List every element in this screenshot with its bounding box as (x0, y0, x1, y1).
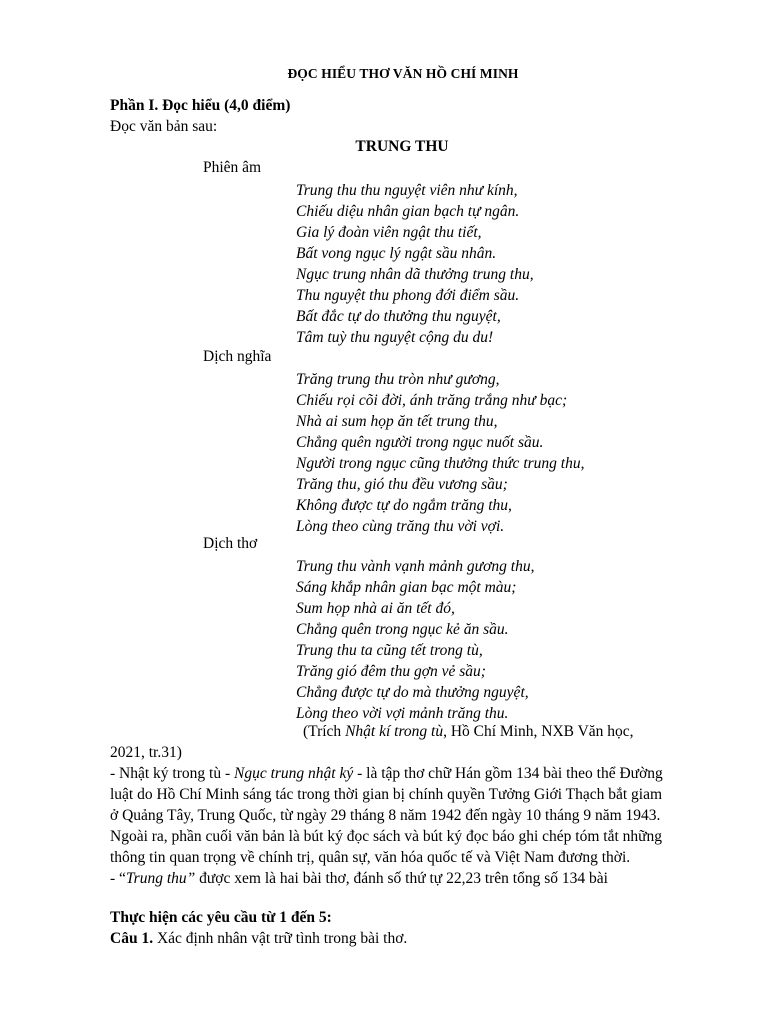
citation-suffix: , Hồ Chí Minh, NXB Văn học, (443, 723, 634, 740)
poem-line: Gia lý đoàn viên ngật thu tiết, (296, 224, 482, 241)
poem-line: Chẳng quên người trong ngục nuốt sầu. (296, 434, 544, 451)
poem-line: Bất đắc tự do thưởng thu nguyệt, (296, 308, 501, 325)
phien-am-lines (296, 180, 534, 348)
citation (110, 721, 670, 763)
dich-nghia-lines (296, 369, 584, 537)
question-label: Câu 1. (110, 930, 154, 947)
poem-line: Trăng thu, gió thu đều vương sầu; (296, 476, 508, 493)
poem-line: Trung thu thu nguyệt viên như kính, (296, 182, 518, 199)
notes (110, 763, 670, 889)
dich-nghia-label: Dịch nghĩa (203, 348, 272, 365)
note-text: - “ (110, 870, 126, 887)
poem-line: Trăng gió đêm thu gợn vẻ sầu; (296, 663, 486, 680)
poem-line: Lòng theo cùng trăng thu vời vợi. (296, 518, 505, 535)
poem-line: Chiếu diệu nhân gian bạch tự ngân. (296, 203, 520, 220)
note-collection (110, 763, 670, 868)
dich-tho-label: Dịch thơ (203, 535, 258, 552)
citation-book: Nhật kí trong tù (345, 723, 444, 740)
question-text: Xác định nhân vật trữ tình trong bài thơ. (153, 930, 408, 947)
poem-line: Không được tự do ngắm trăng thu, (296, 497, 512, 514)
poem-line: Thu nguyệt thu phong đới điểm sầu. (296, 287, 520, 304)
poem-line: Bất vong ngục lý ngật sầu nhân. (296, 245, 497, 262)
poem-line: Ngục trung nhân dã thưởng trung thu, (296, 266, 534, 283)
document-title: ĐỌC HIỂU THƠ VĂN HỒ CHÍ MINH (287, 66, 519, 81)
intro-text: Đọc văn bản sau: (110, 118, 218, 135)
question-1 (110, 930, 407, 948)
poem-line: Trăng trung thu tròn như gương, (296, 371, 500, 388)
note-emphasis: Trung thu” (125, 870, 196, 887)
poem-line: Sum họp nhà ai ăn tết đó, (296, 600, 455, 617)
poem-line: Nhà ai sum họp ăn tết trung thu, (296, 413, 498, 430)
citation-prefix: (Trích (303, 723, 346, 740)
tasks-heading: Thực hiện các yêu cầu từ 1 đến 5: (110, 909, 332, 926)
poem-line: Chẳng được tự do mà thưởng nguyệt, (296, 684, 529, 701)
poem-line: Người trong ngục cũng thưởng thức trung thu, (296, 455, 585, 472)
dich-tho-lines (296, 556, 534, 724)
note-poem (110, 868, 670, 889)
phien-am-label: Phiên âm (203, 159, 262, 176)
poem-line: Chẳng quên trong ngục kẻ ăn sầu. (296, 621, 509, 638)
poem-line: Tâm tuỳ thu nguyệt cộng du du! (296, 329, 494, 346)
poem-line: Chiếu rọi cõi đời, ánh trăng trắng như bạc; (296, 392, 568, 409)
poem-title: TRUNG THU (355, 138, 449, 155)
section-heading: Phần I. Đọc hiểu (4,0 điểm) (110, 97, 291, 114)
note-text: được xem là hai bài thơ, đánh số thứ tự 22,23 trên tổng số 134 bài (195, 870, 608, 887)
note-text: - Nhật ký trong tù - (110, 765, 234, 782)
citation-continuation: 2021, tr.31) (110, 744, 182, 761)
poem-line: Trung thu ta cũng tết trong tù, (296, 642, 483, 659)
poem-line: Sáng khắp nhân gian bạc một màu; (296, 579, 517, 596)
poem-line: Lòng theo vời vợi mảnh trăng thu. (296, 705, 509, 722)
note-text: - là tập thơ chữ Hán gồm 134 bài theo thể Đường luật do Hồ Chí Minh sáng tác trong thời gian bị chính quyền Tưởng Giới Thạch bắt giam ở Quảng Tây, Trung Quốc, từ ngày 29 tháng 8 năm 1942 đến ngày 10 tháng 9 năm 1943. Ngoài ra, phần cuối văn bản là bút ký đọc sách và bút ký đọc báo ghi chép tóm tắt những thông tin quan trọng về chính trị, quân sự, văn hóa quốc tế và Việt Nam đương thời. (110, 765, 663, 866)
poem-line: Trung thu vành vạnh mảnh gương thu, (296, 558, 535, 575)
note-emphasis: Ngục trung nhật ký (233, 765, 354, 782)
